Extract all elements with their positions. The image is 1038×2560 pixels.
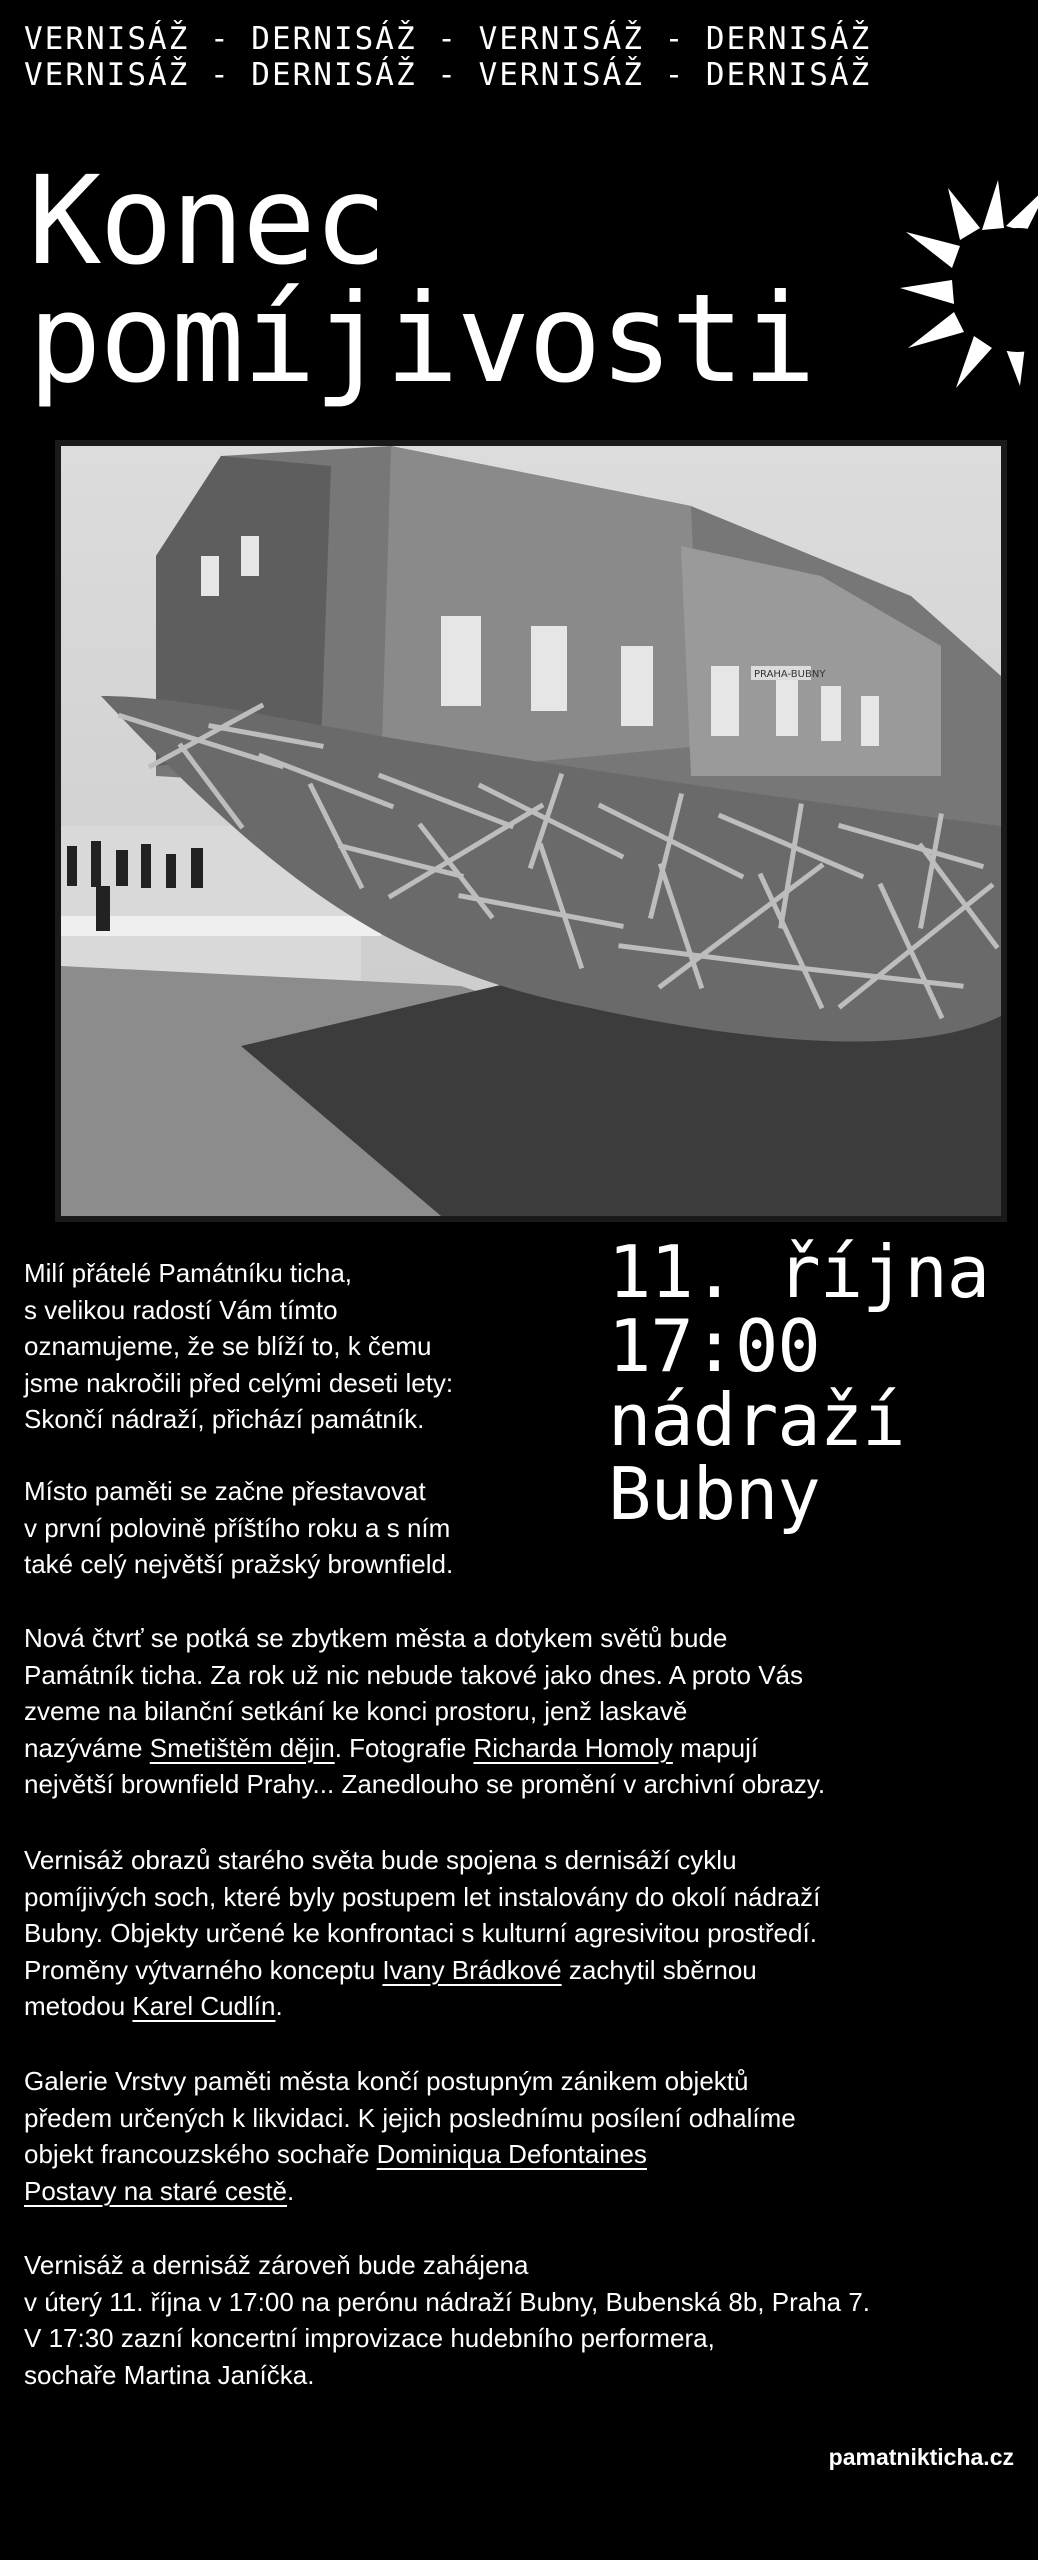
body-paragraph-3 xyxy=(24,2063,796,2209)
text-fragment: . Fotografie xyxy=(334,1732,474,1763)
text-line: Milí přátelé Památníku ticha, xyxy=(24,1258,353,1288)
text-line: Památník ticha. Za rok už nic nebude takové jako dnes. A proto Vás xyxy=(24,1659,804,1690)
page-title-line-1: Konec xyxy=(28,150,386,292)
text-line: zveme na bilanční setkání ke konci prostoru, jenž laskavě xyxy=(24,1696,688,1726)
text-line: Vernisáž a dernisáž zároveň bude zahájena xyxy=(24,2250,529,2280)
text-line: v úterý 11. října v 17:00 na perónu nádraží Bubny, Bubenská 8b, Praha 7. xyxy=(24,2286,871,2317)
intro-paragraph-2 xyxy=(24,1473,453,1583)
body-paragraph-1 xyxy=(24,1620,825,1803)
event-place-line-2: Bubny xyxy=(608,1452,820,1536)
text-fragment: objekt francouzského sochaře xyxy=(24,2139,377,2169)
text-line: Vernisáž obrazů starého světa bude spojena s dernisáží cyklu xyxy=(24,1845,737,1875)
footer-website-link[interactable]: pamatnikticha.cz xyxy=(828,2444,1014,2470)
text-line xyxy=(24,1730,825,1767)
header-line-1: VERNISÁŽ - DERNISÁŽ - VERNISÁŽ - DERNISÁŽ xyxy=(24,21,872,57)
text-line: Místo paměti se začne přestavovat xyxy=(24,1476,426,1506)
body-paragraph-2 xyxy=(24,1842,820,2025)
text-line xyxy=(24,1988,820,2025)
link-postavy-na-stare-ceste[interactable]: Postavy na staré cestě xyxy=(24,2175,288,2206)
photo-wood-installation xyxy=(55,440,1007,1222)
text-line xyxy=(24,2136,796,2173)
text-line: pomíjivých soch, které byly postupem let instalovány do okolí nádraží xyxy=(24,1881,821,1912)
text-fragment: Proměny výtvarného konceptu xyxy=(24,1954,383,1985)
event-time: 17:00 xyxy=(608,1304,820,1388)
text-line: oznamujeme, že se blíží to, k čemu xyxy=(24,1331,432,1361)
text-line: Skončí nádraží, přichází památník. xyxy=(24,1404,425,1434)
body-paragraph-4 xyxy=(24,2247,870,2393)
text-fragment: nazýváme xyxy=(24,1732,150,1763)
page-title-line-2: pomíjivosti xyxy=(28,268,814,410)
intro-paragraph-1 xyxy=(24,1255,453,1438)
text-line: největší brownfield Prahy... Zanedlouho se promění v archivní obrazy. xyxy=(24,1769,826,1799)
event-date: 11. října xyxy=(608,1230,990,1314)
link-dominique-defontaines[interactable]: Dominiqua Defontaines xyxy=(376,2139,647,2169)
photo-illustration xyxy=(61,446,1001,1216)
header-line-2: VERNISÁŽ - DERNISÁŽ - VERNISÁŽ - DERNISÁŽ xyxy=(24,57,872,93)
link-karel-cudlin[interactable]: Karel Cudlín xyxy=(132,1991,276,2021)
text-line: předem určených k likvidaci. K jejich poslednímu posílení odhalíme xyxy=(24,2102,796,2133)
text-line: Galerie Vrstvy paměti města končí postupným zánikem objektů xyxy=(24,2066,749,2096)
text-line: V 17:30 zazní koncertní improvizace hudebního performera, xyxy=(24,2323,715,2353)
link-ivana-bradkova[interactable]: Ivany Brádkové xyxy=(382,1954,562,1985)
text-line: s velikou radostí Vám tímto xyxy=(24,1294,338,1325)
text-line: Nová čtvrť se potká se zbytkem města a dotykem světů bude xyxy=(24,1623,728,1653)
text-fragment: . xyxy=(275,1991,283,2021)
link-richard-homola[interactable]: Richarda Homoly xyxy=(473,1732,673,1763)
text-line xyxy=(24,1952,820,1989)
link-smetiste-dejin[interactable]: Smetištěm dějin xyxy=(149,1732,335,1763)
text-line: v první polovině příštího roku a s ním xyxy=(24,1512,451,1543)
text-fragment: metodou xyxy=(24,1991,133,2021)
text-line: také celý největší pražský brownfield. xyxy=(24,1549,454,1579)
text-fragment: . xyxy=(287,2175,295,2206)
event-place-line-1: nádraží xyxy=(608,1378,905,1462)
sun-icon xyxy=(900,180,1038,390)
building-sign: PRAHA-BUBNY xyxy=(754,669,826,680)
text-line xyxy=(24,2173,796,2210)
text-line: Bubny. Objekty určené ke konfrontaci s kulturní agresivitou prostředí. xyxy=(24,1918,817,1948)
text-line: jsme nakročili před celými deseti lety: xyxy=(24,1367,454,1398)
text-fragment: mapují xyxy=(672,1732,759,1763)
text-line: sochaře Martina Janíčka. xyxy=(24,2359,315,2390)
text-fragment: zachytil sběrnou xyxy=(561,1954,757,1985)
